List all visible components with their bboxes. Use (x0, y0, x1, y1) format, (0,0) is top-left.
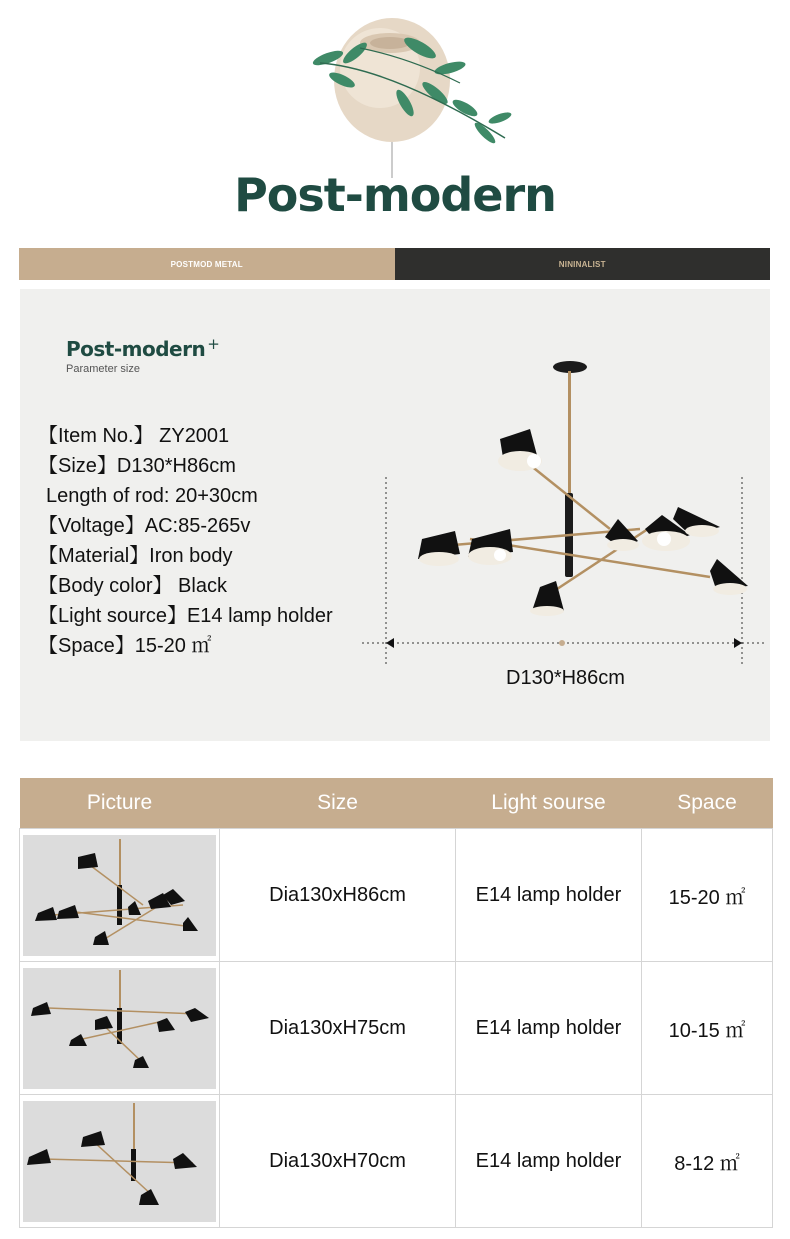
row-picture (20, 829, 220, 962)
panel-title (66, 337, 219, 361)
chandelier-8-light-image (23, 835, 216, 956)
parameter-panel (20, 289, 770, 741)
table-row (20, 1095, 773, 1228)
vase-plant-image (300, 8, 540, 183)
spec-material: 【Material】Iron body (38, 545, 233, 567)
row-space: 8-12 ㎡ (642, 1095, 773, 1228)
spec-item-number: 【Item No.】 ZY2001 (38, 425, 230, 447)
panel-subtitle: Parameter size (66, 363, 140, 375)
row-light-source: E14 lamp holder (456, 1095, 642, 1228)
tab-postmod-metal[interactable]: POSTMOD METAL (19, 248, 395, 280)
style-tabs (19, 248, 770, 280)
table-row (20, 829, 773, 962)
spec-space: 【Space】15-20 ㎡ (38, 635, 212, 657)
header-picture: Picture (20, 778, 220, 829)
header-light-source: Light sourse (456, 778, 642, 829)
chandelier-6-light-image (23, 968, 216, 1089)
spec-rod-length: Length of rod: 20+30cm (46, 485, 258, 507)
row-size: Dia130xH75cm (220, 962, 456, 1095)
row-space: 15-20 ㎡ (642, 829, 773, 962)
plus-icon: + (207, 335, 220, 353)
spec-light-source: 【Light source】E14 lamp holder (38, 605, 333, 627)
chandelier-4-light-image (23, 1101, 216, 1222)
header-space: Space (642, 778, 773, 829)
row-size: Dia130xH86cm (220, 829, 456, 962)
table-row (20, 962, 773, 1095)
tab-nininalist[interactable]: NININALIST (395, 248, 771, 280)
dimension-label: D130*H86cm (506, 667, 625, 689)
row-space: 10-15 ㎡ (642, 962, 773, 1095)
size-table (19, 778, 772, 1228)
table-header-row (20, 778, 773, 829)
row-size: Dia130xH70cm (220, 1095, 456, 1228)
spec-voltage: 【Voltage】AC:85-265v (38, 515, 251, 537)
spec-list (38, 421, 333, 661)
panel-title-text: Post-modern (66, 337, 206, 361)
row-light-source: E14 lamp holder (456, 829, 642, 962)
hero-title: Post-modern (234, 168, 556, 222)
row-light-source: E14 lamp holder (456, 962, 642, 1095)
header-size: Size (220, 778, 456, 829)
row-picture (20, 1095, 220, 1228)
row-picture (20, 962, 220, 1095)
chandelier-dimension-image (360, 349, 770, 684)
spec-size: 【Size】D130*H86cm (38, 455, 236, 477)
spec-body-color: 【Body color】 Black (38, 575, 227, 597)
